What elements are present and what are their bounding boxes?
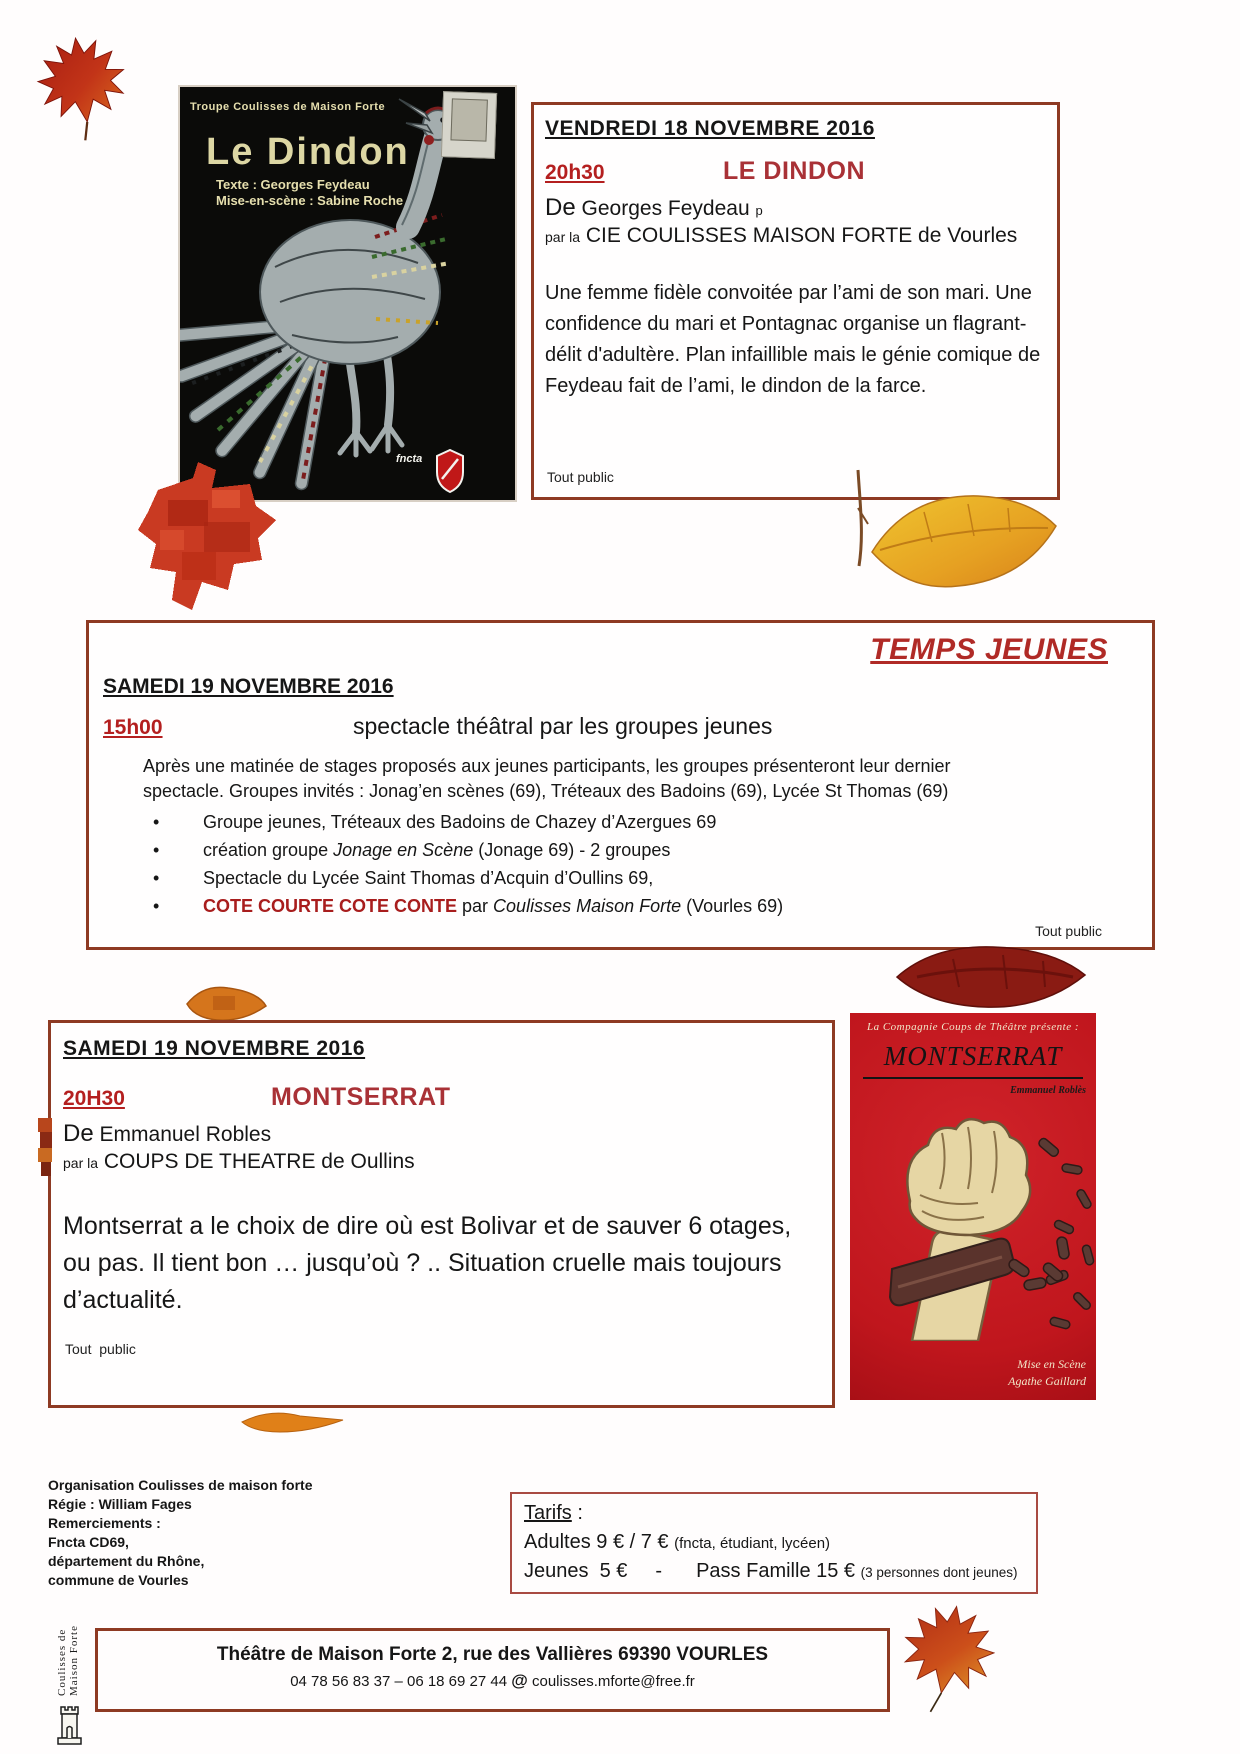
poster-director-credit	[1008, 1356, 1086, 1390]
event-title: LE DINDON	[723, 157, 865, 185]
director-name: Agathe Gaillard	[1008, 1374, 1086, 1388]
tarif-youth: Jeunes 5 €	[524, 1560, 628, 1582]
fist-breaking-chain-illustration	[850, 1091, 1096, 1341]
organisation-block	[48, 1476, 313, 1590]
event-intro: Après une matinée de stages proposés aux jeunes participants, les groupes présenteront leur dernier spectacle. Groupes invités : Jonag’en scènes (69), Tréteaux des Badoins (69), Lycée St Thomas (69)	[143, 756, 951, 801]
fncta-shield-icon	[436, 449, 464, 493]
bullet-italic: Coulisses Maison Forte	[493, 896, 682, 916]
company-name: CIE COULISSES MAISON FORTE de Vourles	[585, 224, 1018, 247]
bullet-text: par	[457, 896, 494, 916]
montserrat-poster	[850, 1013, 1096, 1400]
organisation-line: Fncta CD69,	[48, 1534, 129, 1550]
fncta-logo: fncta	[396, 453, 423, 465]
audience-label: Tout public	[547, 469, 614, 485]
tarif-family-note: (3 personnes dont jeunes)	[860, 1565, 1018, 1580]
poster-director-credit: Mise-en-scène : Sabine Roche	[216, 193, 404, 208]
list-item	[89, 836, 1152, 864]
maple-leaf-icon	[900, 1602, 995, 1714]
event-date: VENDREDI 18 NOVEMBRE 2016	[545, 117, 875, 140]
autumn-leaf-red	[138, 460, 278, 622]
event-vendredi-box	[531, 102, 1060, 500]
bullet-text: (Jonage 69) - 2 groupes	[473, 840, 671, 860]
tarif-separator: -	[655, 1560, 663, 1582]
poster-title: Le Dindon	[206, 131, 410, 173]
company-prefix: par la	[63, 1155, 99, 1171]
groups-list	[89, 808, 1152, 920]
autumn-leaf-darkred	[893, 937, 1088, 1015]
list-item	[89, 808, 1152, 836]
venue-address: Théâtre de Maison Forte 2, rue des Vallières 69390 VOURLES	[216, 1644, 769, 1665]
company-name: COUPS DE THEATRE de Oullins	[103, 1150, 415, 1173]
by-label: De	[545, 194, 576, 221]
title-underline	[863, 1077, 1083, 1079]
audience-label: Tout public	[65, 1341, 136, 1357]
event-samedi-montserrat-box	[48, 1020, 835, 1408]
tarifs-colon: :	[571, 1502, 583, 1524]
side-logo-text: Coulisses de Maison Forte	[56, 1625, 80, 1696]
bullet-text: (Vourles 69)	[681, 896, 784, 916]
audience-label: Tout public	[1035, 923, 1102, 939]
tarif-adults-note: (fncta, étudiant, lycéen)	[674, 1535, 831, 1552]
temps-jeunes-banner: TEMPS JEUNES	[870, 633, 1108, 666]
list-item	[89, 864, 1152, 892]
director-label: Mise en Scène	[1017, 1357, 1086, 1371]
bullet-text: création groupe	[203, 840, 334, 860]
maple-leaf-icon	[30, 34, 135, 142]
tarifs-title: Tarifs	[524, 1502, 572, 1524]
tarifs-box	[510, 1492, 1038, 1594]
twig-icon	[858, 470, 861, 566]
by-label: De	[63, 1120, 94, 1147]
organisation-line: Régie : William Fages	[48, 1496, 192, 1512]
event-title: MONTSERRAT	[271, 1083, 451, 1111]
event-description: Une femme fidèle convoitée par l’ami de son mari. Une confidence du mari et Pontagnac organise un flagrant-délit d'adultère. Plan infaillible mais le génie comique de Feydeau fait de l’ami, le dindon de la farce.	[545, 282, 1041, 397]
event-time: 20H30	[63, 1087, 125, 1110]
event-date: SAMEDI 19 NOVEMBRE 2016	[103, 675, 394, 698]
le-dindon-poster	[180, 87, 515, 500]
bullet-text: Groupe jeunes, Tréteaux des Badoins de Chazey d’Azergues 69	[203, 812, 717, 832]
author-name: Georges Feydeau	[581, 197, 750, 220]
tarif-family: Pass Famille 15 €	[696, 1560, 861, 1582]
temps-jeunes-box	[86, 620, 1155, 950]
organisation-line: Remerciements :	[48, 1515, 161, 1531]
autumn-leaf-orange-small	[183, 982, 268, 1024]
bullet-text: Spectacle du Lycée Saint Thomas d’Acquin d’Oullins 69,	[203, 868, 654, 888]
poster-author: Emmanuel Roblès	[1010, 1085, 1086, 1096]
organisation-line: commune de Vourles	[48, 1572, 189, 1588]
event-time: 20h30	[545, 161, 605, 184]
organisation-line: Organisation Coulisses de maison forte	[48, 1477, 313, 1493]
phone-numbers: 04 78 56 83 37 – 06 18 69 27 44	[290, 1673, 508, 1690]
event-time: 15h00	[103, 716, 163, 739]
bullet-highlight: COTE COURTE COTE CONTE	[203, 896, 458, 916]
event-title: spectacle théâtral par les groupes jeunes	[353, 713, 773, 739]
at-icon: @	[511, 1671, 528, 1690]
author-name: Emmanuel Robles	[99, 1123, 272, 1146]
poster-texte-credit: Texte : Georges Feydeau	[216, 177, 370, 192]
author-suffix: p	[755, 203, 763, 218]
poster-title: MONTSERRAT	[883, 1041, 1063, 1071]
footer-contact-box	[95, 1628, 890, 1712]
event-date: SAMEDI 19 NOVEMBRE 2016	[63, 1037, 366, 1060]
bullet-italic: Jonage en Scène	[333, 840, 474, 860]
stamp-icon	[441, 91, 497, 159]
leaf-fragment	[38, 1118, 54, 1178]
organisation-line: département du Rhône,	[48, 1553, 205, 1569]
list-item	[89, 892, 1152, 920]
tower-icon	[54, 1700, 84, 1746]
poster-presenter-line: La Compagnie Coups de Théâtre présente :	[866, 1021, 1080, 1033]
tarif-adults: Adultes 9 € / 7 €	[524, 1531, 675, 1553]
coulisses-side-logo	[50, 1588, 92, 1750]
autumn-leaf-fragment-orange	[240, 1408, 345, 1434]
autumn-leaf-yellow	[828, 466, 1058, 624]
poster-troupe-label: Troupe Coulisses de Maison Forte	[190, 101, 386, 113]
email-address: coulisses.mforte@free.fr	[532, 1673, 695, 1690]
company-prefix: par la	[545, 229, 581, 245]
event-description: Montserrat a le choix de dire où est Bolivar et de sauver 6 otages, ou pas. Il tient bon … jusqu’où ? .. Situation cruelle mais toujours d’actualité.	[63, 1212, 792, 1314]
